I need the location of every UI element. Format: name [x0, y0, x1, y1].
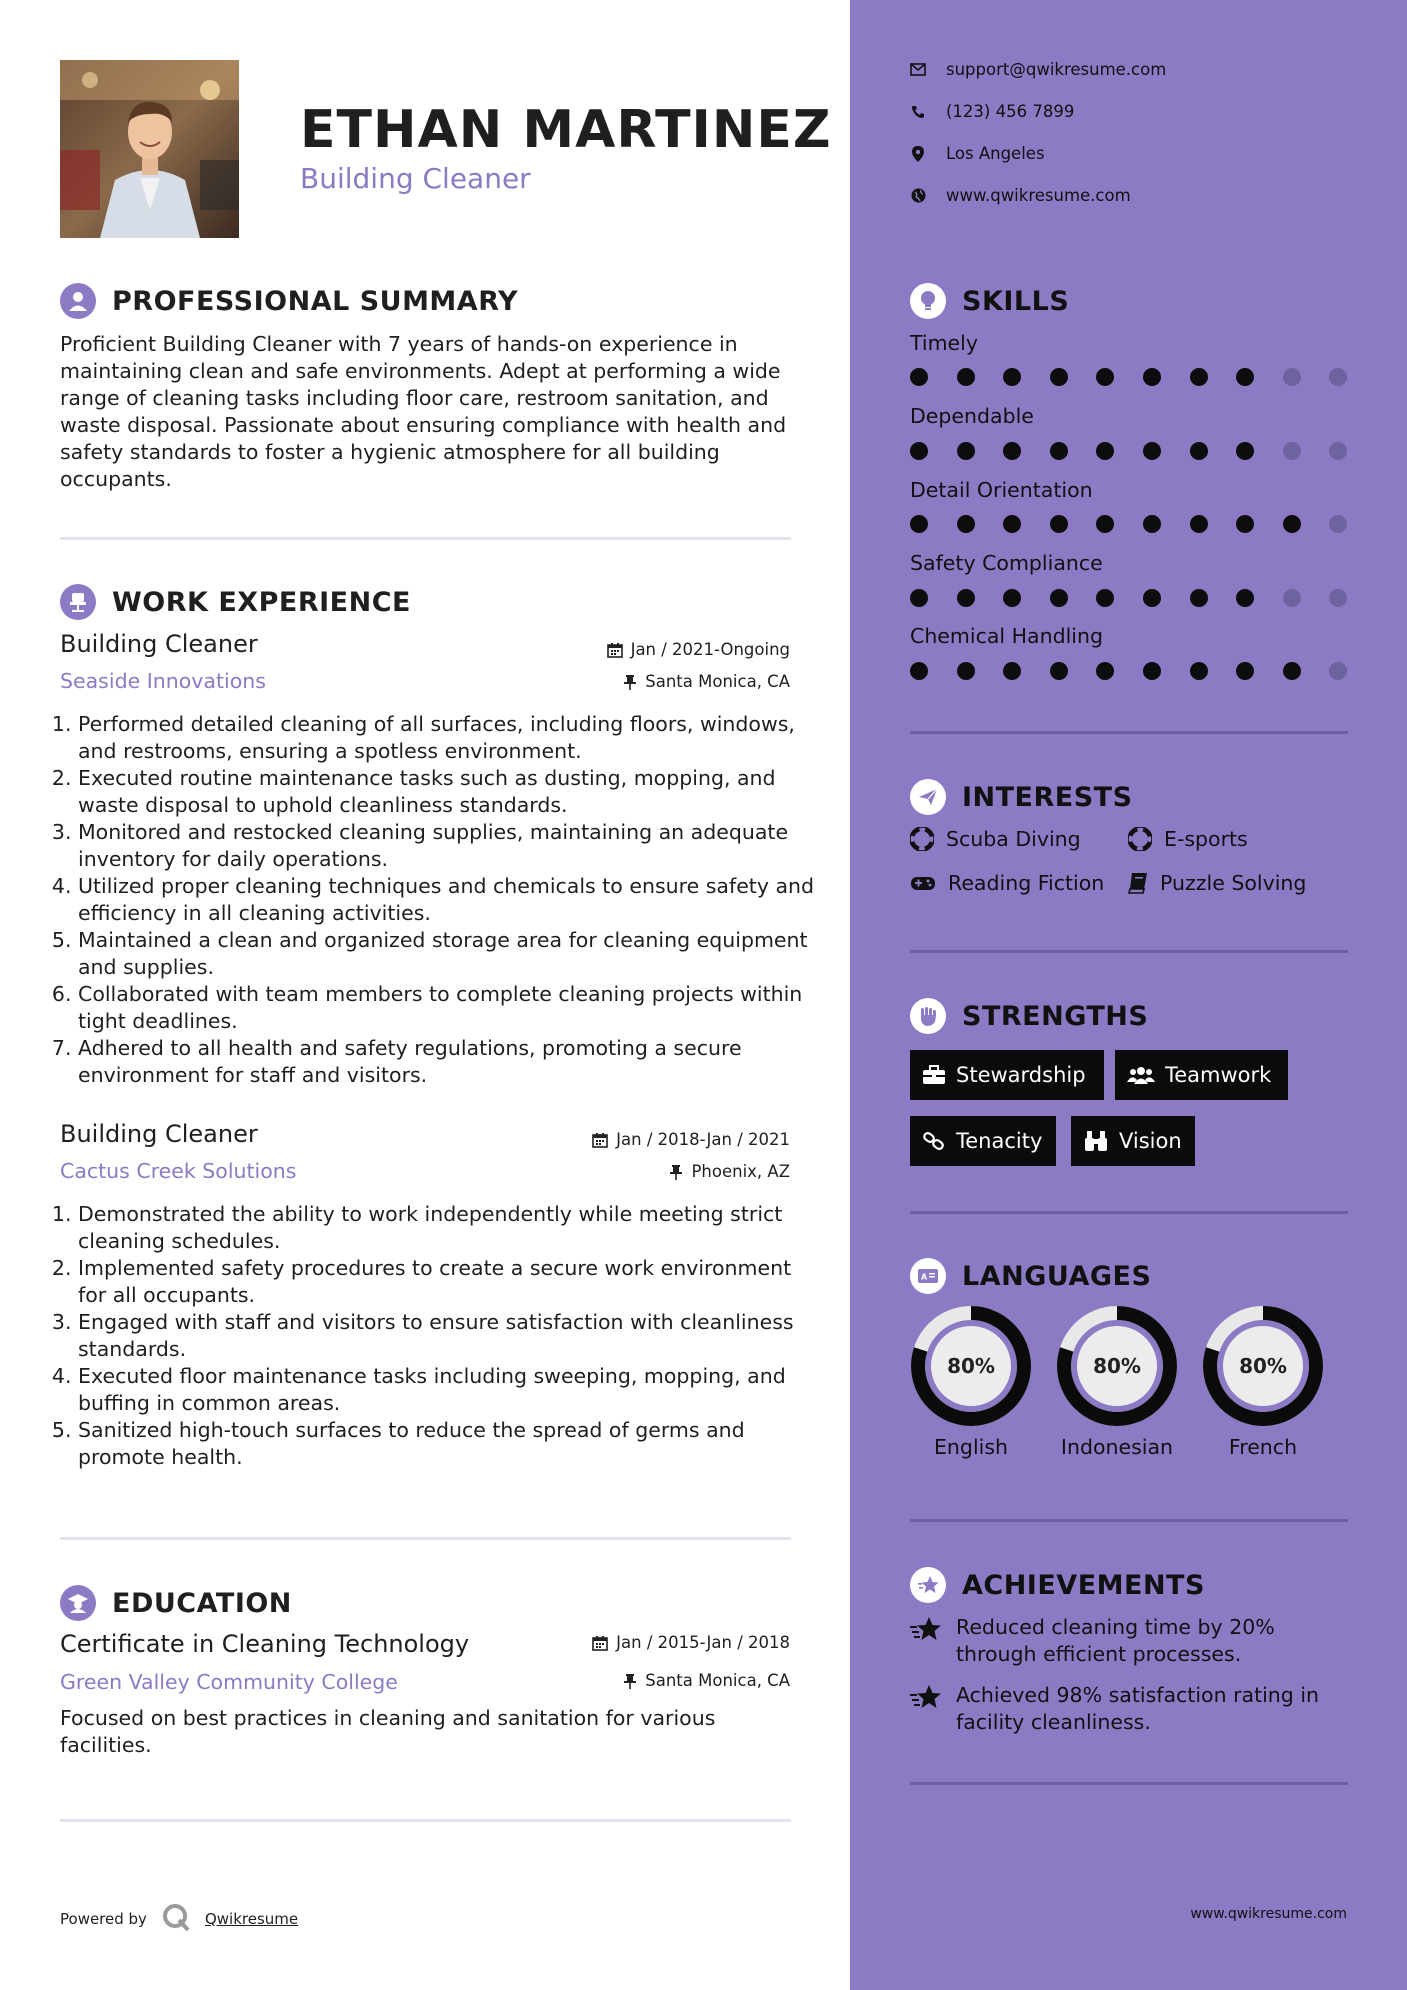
skill-dot-filled	[1236, 515, 1254, 533]
skill-dot-filled	[1050, 662, 1068, 680]
language-percent: 80%	[1093, 1354, 1141, 1378]
skills-heading-text: SKILLS	[962, 285, 1070, 317]
skill-dot-filled	[1236, 662, 1254, 680]
languages-heading-text: LANGUAGES	[962, 1260, 1152, 1292]
contact-email	[910, 60, 1166, 79]
lifebuoy-icon	[910, 827, 934, 851]
language-percent: 80%	[947, 1354, 995, 1378]
graduate-icon	[60, 1585, 96, 1621]
education-description: Focused on best practices in cleaning and sanitation for various facilities.	[60, 1706, 716, 1757]
language-ring	[1202, 1305, 1324, 1427]
interest-label: Scuba Diving	[946, 827, 1081, 851]
list-item: 5. Sanitized high-touch surfaces to reduce the spread of germs and promote health.	[78, 1417, 823, 1471]
skill-dot-filled	[1236, 589, 1254, 607]
skill-dot-filled	[957, 515, 975, 533]
envelope-icon	[910, 62, 926, 78]
achievement-text: Achieved 98% satisfaction rating in facility cleanliness.	[956, 1683, 1320, 1734]
book-icon	[1128, 872, 1148, 894]
powered-by	[60, 1902, 298, 1936]
language-percent: 80%	[1239, 1354, 1287, 1378]
education-location	[623, 1671, 790, 1690]
experience-heading-text: WORK EXPERIENCE	[112, 586, 411, 618]
skill-dot-filled	[957, 589, 975, 607]
divider	[910, 731, 1348, 734]
interest-item	[910, 871, 1104, 895]
profile-photo	[60, 60, 239, 238]
skill-dot-filled	[1003, 442, 1021, 460]
gamepad-icon	[910, 874, 936, 892]
list-item: 7. Adhered to all health and safety regulations, promoting a secure environment for staff and visitors.	[78, 1035, 823, 1089]
job-date	[607, 640, 790, 659]
interest-label: Reading Fiction	[948, 871, 1105, 895]
skill-dot-filled	[910, 368, 928, 386]
skill-dot-empty	[1329, 662, 1347, 680]
qwikresume-logo-icon	[161, 1902, 191, 1936]
skill-dot-filled	[1190, 589, 1208, 607]
skill-dot-empty	[1329, 515, 1347, 533]
job-location	[623, 672, 790, 691]
languages-heading	[910, 1258, 1151, 1294]
skill-dot-filled	[1096, 368, 1114, 386]
lightbulb-icon	[910, 283, 946, 319]
list-item: 4. Utilized proper cleaning techniques and chemicals to ensure safety and efficiency in all cleaning activities.	[78, 873, 823, 927]
skill-name: Chemical Handling	[910, 624, 1104, 648]
calendar-icon	[592, 1132, 608, 1148]
summary-text: Proficient Building Cleaner with 7 years of hands-on experience in maintaining clean and safe environments. Adept at performing a wide range of cleaning tasks including floor care, restroom sanitation, and waste disposal. Passionate about ensuring compliance with health and safety standards to foster a hygienic atmosphere for all building occupants.	[60, 332, 787, 491]
skills-heading	[910, 283, 1069, 319]
strengths-heading-text: STRENGTHS	[962, 1000, 1149, 1032]
job-date	[592, 1130, 790, 1149]
skill-dot-filled	[1096, 442, 1114, 460]
summary-heading	[60, 283, 518, 319]
skill-dot-filled	[957, 368, 975, 386]
education-date	[592, 1633, 790, 1652]
briefcase-icon	[922, 1065, 946, 1085]
language-ring	[910, 1305, 1032, 1427]
skill-dot-filled	[910, 442, 928, 460]
skill-dot-filled	[1190, 442, 1208, 460]
skill-dot-filled	[910, 662, 928, 680]
skill-dot-filled	[1050, 442, 1068, 460]
list-item: 4. Executed floor maintenance tasks including sweeping, mopping, and buffing in common areas.	[78, 1363, 823, 1417]
achievement-item	[910, 1682, 1350, 1736]
list-item: 5. Maintained a clean and organized storage area for cleaning equipment and supplies.	[78, 927, 823, 981]
skill-rating	[910, 587, 1350, 607]
skill-dot-filled	[1096, 662, 1114, 680]
job-date-text: Jan / 2021-Ongoing	[630, 640, 790, 659]
lifebuoy-icon	[1128, 827, 1152, 851]
education-date-text: Jan / 2015-Jan / 2018	[616, 1633, 790, 1652]
powered-by-text: Powered by	[60, 1910, 147, 1928]
language-name: French	[1228, 1435, 1298, 1459]
star-icon	[910, 1567, 946, 1603]
job-bullets	[52, 1201, 823, 1471]
contact-phone-text: (123) 456 7899	[946, 102, 1075, 121]
job-date-text: Jan / 2018-Jan / 2021	[616, 1130, 790, 1149]
strength-chip	[1115, 1050, 1288, 1100]
skill-name: Dependable	[910, 404, 1034, 428]
star-icon	[910, 1614, 946, 1668]
contact-location-text: Los Angeles	[946, 144, 1045, 163]
skill-rating	[910, 366, 1350, 386]
contact-location	[910, 144, 1045, 163]
pin-icon	[623, 1673, 637, 1689]
skill-dot-filled	[910, 515, 928, 533]
calendar-icon	[592, 1635, 608, 1651]
strength-chip	[910, 1116, 1056, 1166]
skill-dot-filled	[1143, 368, 1161, 386]
skill-dot-empty	[1283, 442, 1301, 460]
list-item: 1. Performed detailed cleaning of all surfaces, including floors, windows, and restrooms, ensuring a spotless environment.	[78, 711, 823, 765]
user-icon	[60, 283, 96, 319]
sidebar	[850, 0, 1407, 1990]
footer-url: www.qwikresume.com	[1190, 1906, 1347, 1922]
skill-name: Timely	[910, 331, 978, 355]
divider	[910, 1782, 1348, 1785]
skill-dot-filled	[1190, 368, 1208, 386]
skill-dot-filled	[1003, 662, 1021, 680]
language-name: Indonesian	[1060, 1435, 1174, 1459]
pin-icon	[623, 674, 637, 690]
strength-label: Teamwork	[1165, 1063, 1272, 1087]
globe-icon	[910, 188, 926, 204]
skill-dot-filled	[1283, 515, 1301, 533]
skill-dot-filled	[1143, 442, 1161, 460]
strength-chip	[1071, 1116, 1195, 1166]
degree-title: Certificate in Cleaning Technology	[60, 1630, 470, 1658]
divider	[60, 1537, 791, 1540]
job-bullets	[52, 711, 823, 1089]
language-item	[1056, 1305, 1178, 1459]
skill-dot-empty	[1283, 368, 1301, 386]
achievements-heading	[910, 1567, 1205, 1603]
skill-dot-filled	[1143, 589, 1161, 607]
interest-item	[910, 827, 1081, 851]
svg-text:A: A	[921, 1272, 928, 1282]
list-item: 3. Monitored and restocked cleaning supplies, maintaining an adequate inventory for daily operations.	[78, 819, 823, 873]
skill-dot-filled	[957, 662, 975, 680]
job-title: Building Cleaner	[60, 1120, 258, 1148]
skill-dot-filled	[1096, 589, 1114, 607]
pin-icon	[669, 1164, 683, 1180]
list-item: 2. Executed routine maintenance tasks such as dusting, mopping, and waste disposal to uphold cleanliness standards.	[78, 765, 823, 819]
qwikresume-link[interactable]: Qwikresume	[204, 1910, 299, 1928]
skill-dot-filled	[1190, 515, 1208, 533]
interest-item	[1128, 871, 1306, 895]
phone-icon	[910, 104, 926, 120]
skill-dot-filled	[910, 589, 928, 607]
school-name: Green Valley Community College	[60, 1670, 398, 1694]
strength-label: Vision	[1119, 1129, 1182, 1153]
job-location-text: Santa Monica, CA	[645, 672, 790, 691]
list-item: 6. Collaborated with team members to complete cleaning projects within tight deadlines.	[78, 981, 823, 1035]
strength-label: Tenacity	[956, 1129, 1043, 1153]
skill-dot-filled	[1096, 515, 1114, 533]
interest-label: E-sports	[1164, 827, 1248, 851]
star-icon	[910, 1682, 946, 1736]
skill-name: Detail Orientation	[910, 478, 1093, 502]
skill-name: Safety Compliance	[910, 551, 1103, 575]
strength-chip	[910, 1050, 1104, 1100]
paper-plane-icon	[910, 779, 946, 815]
contact-email-text: support@qwikresume.com	[946, 60, 1167, 79]
link-icon	[922, 1131, 946, 1151]
skill-dot-filled	[1003, 368, 1021, 386]
contact-website-text: www.qwikresume.com	[946, 186, 1131, 205]
skill-dot-filled	[1190, 662, 1208, 680]
skill-dot-filled	[1236, 442, 1254, 460]
skill-dot-filled	[1003, 589, 1021, 607]
skill-dot-filled	[1003, 515, 1021, 533]
strength-label: Stewardship	[956, 1063, 1086, 1087]
divider	[60, 537, 791, 540]
interests-heading	[910, 779, 1133, 815]
candidate-name: ETHAN MARTINEZ	[300, 100, 832, 160]
contact-phone	[910, 102, 1074, 121]
skill-dot-empty	[1283, 589, 1301, 607]
divider	[910, 1211, 1348, 1214]
skill-rating	[910, 513, 1350, 533]
divider	[60, 1819, 791, 1822]
skill-dot-empty	[1329, 368, 1347, 386]
skill-dot-empty	[1329, 589, 1347, 607]
skill-dot-empty	[1329, 442, 1347, 460]
language-item	[1202, 1305, 1324, 1459]
achievement-text: Reduced cleaning time by 20% through efficient processes.	[956, 1615, 1275, 1666]
skill-dot-filled	[1050, 368, 1068, 386]
interest-item	[1128, 827, 1248, 851]
achievements-heading-text: ACHIEVEMENTS	[962, 1569, 1205, 1601]
list-item: 2. Implemented safety procedures to create a secure work environment for all occupants.	[78, 1255, 823, 1309]
language-name: English	[933, 1435, 1009, 1459]
language-ring	[1056, 1305, 1178, 1427]
summary-heading-text: PROFESSIONAL SUMMARY	[112, 285, 519, 317]
fist-icon	[910, 998, 946, 1034]
map-marker-icon	[910, 146, 926, 162]
skill-dot-filled	[957, 442, 975, 460]
language-icon	[910, 1258, 946, 1294]
users-icon	[1127, 1065, 1155, 1085]
job-title: Building Cleaner	[60, 630, 258, 658]
interests-heading-text: INTERESTS	[962, 781, 1133, 813]
skill-dot-filled	[1050, 589, 1068, 607]
job-location	[669, 1162, 790, 1181]
skill-dot-filled	[1143, 515, 1161, 533]
contact-website	[910, 186, 1131, 205]
list-item: 1. Demonstrated the ability to work independently while meeting strict cleaning schedules.	[78, 1201, 823, 1255]
skill-rating	[910, 440, 1350, 460]
skill-rating	[910, 660, 1350, 680]
binoculars-icon	[1083, 1130, 1109, 1152]
candidate-title: Building Cleaner	[300, 162, 531, 195]
experience-heading	[60, 584, 411, 620]
calendar-icon	[607, 642, 623, 658]
divider	[910, 950, 1348, 953]
divider	[910, 1519, 1348, 1522]
education-location-text: Santa Monica, CA	[645, 1671, 790, 1690]
list-item: 3. Engaged with staff and visitors to ensure satisfaction with cleanliness standards.	[78, 1309, 823, 1363]
language-item	[910, 1305, 1032, 1459]
job-company: Cactus Creek Solutions	[60, 1159, 297, 1183]
skill-dot-filled	[1050, 515, 1068, 533]
strengths-heading	[910, 998, 1148, 1034]
interest-label: Puzzle Solving	[1160, 871, 1307, 895]
education-heading	[60, 1585, 292, 1621]
job-location-text: Phoenix, AZ	[691, 1162, 790, 1181]
chair-icon	[60, 584, 96, 620]
skill-dot-filled	[1236, 368, 1254, 386]
achievement-item	[910, 1614, 1350, 1668]
education-heading-text: EDUCATION	[112, 1587, 292, 1619]
job-company: Seaside Innovations	[60, 669, 266, 693]
skill-dot-filled	[1143, 662, 1161, 680]
skill-dot-filled	[1283, 662, 1301, 680]
